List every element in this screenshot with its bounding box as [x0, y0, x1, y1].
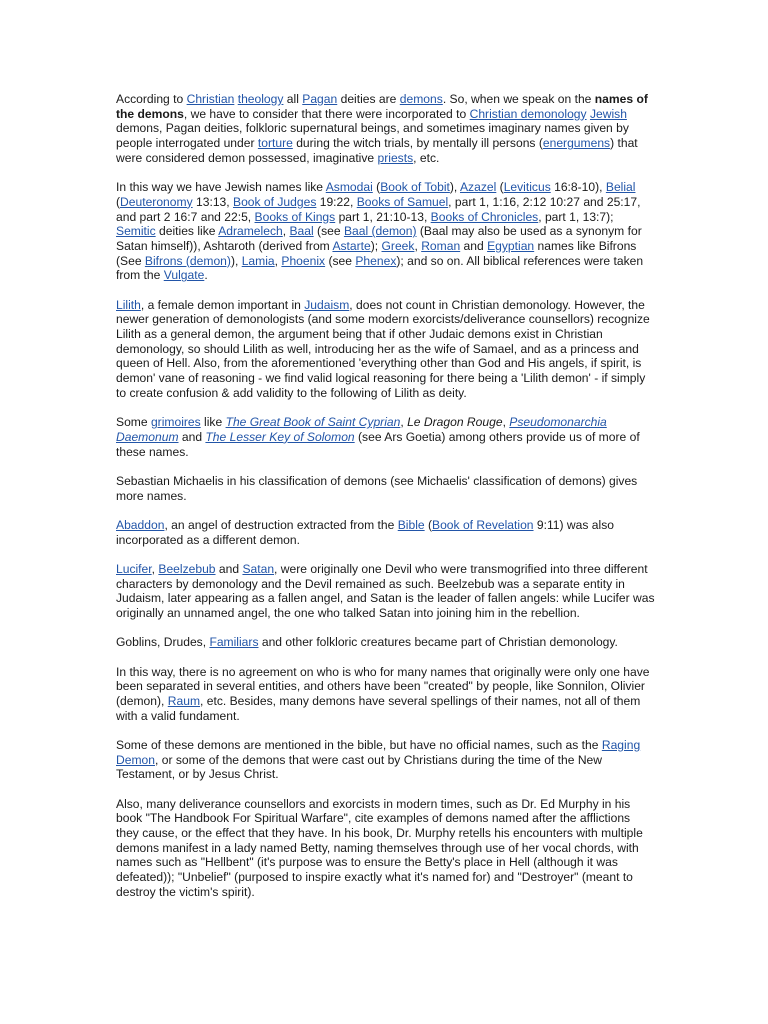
link[interactable]: Leviticus — [503, 180, 551, 195]
link[interactable]: Baal (demon) — [343, 224, 417, 239]
text-run: , a female demon important in — [140, 297, 305, 312]
italic-text: Le Dragon Rouge — [407, 415, 503, 430]
link[interactable]: priests — [377, 150, 414, 165]
text-run: ( — [424, 517, 433, 532]
link[interactable]: energumens — [542, 136, 611, 151]
text-run: Some of these demons are mentioned in the bible, but have no official names, such as the — [116, 737, 602, 752]
text-run: Also, many deliverance counsellors and exorcists in modern times, such as Dr. Ed Murphy in his book "The Handbook For Spiritual Warfare", cite examples of demons named after the afflictions they cause, or the effect that they have. In his book, Dr. Murphy retells his encounters with multiple demons manifest in a lady named Betty, naming themselves through use of her vocal chords, with names such as "Hellbent" (it's purpose was to ensure the Betty's place in Hell (although it was defeated)); "Unbelief" (purposed to inspire exactly what it's named for) and "Destroyer" (meant to destroy the victim's spirit). — [116, 796, 643, 899]
text-run: According to — [116, 92, 187, 106]
link[interactable]: Asmodai — [325, 180, 373, 195]
paragraph — [116, 474, 656, 503]
text-run: (see — [325, 253, 356, 268]
link[interactable]: The Lesser Key of Solomon — [205, 429, 355, 444]
link[interactable]: Egyptian — [487, 238, 535, 253]
link[interactable]: Raging Demon — [116, 737, 641, 767]
text-run: Some — [116, 415, 151, 430]
text-run: ); — [370, 238, 382, 253]
link[interactable]: Pseudomonarchia Daemonum — [116, 415, 607, 444]
link[interactable]: Bible — [397, 517, 425, 532]
text-run: , or some of the demons that were cast out by Christians during the time of the New Testament, or by Jesus Christ. — [116, 752, 603, 782]
link[interactable]: torture — [257, 136, 293, 151]
link[interactable]: Abaddon — [116, 517, 165, 532]
text-run: and other folkloric creatures became part of Christian demonology. — [258, 635, 618, 650]
text-run: , — [274, 253, 282, 268]
link[interactable]: Adramelech — [218, 224, 283, 239]
text-run: , were originally one Devil who were transmogrified into three different characters by demonology and the Devil remained as such. Beelzebub was a separate entity in Judaism, later appearing as a fallen angel, and Satan is the leader of fallen angels: while Lucifer was originally an unnamed angel, the one who talked Satan into joining him in the rebellion. — [116, 561, 655, 620]
text-run: , we have to consider that there were incorporated to — [183, 106, 470, 121]
text-run: , — [282, 224, 290, 239]
paragraph — [116, 518, 656, 547]
link[interactable]: Christian demonology — [469, 106, 587, 121]
link[interactable]: Semitic — [116, 224, 156, 239]
link[interactable]: Lilith — [116, 297, 141, 312]
paragraph — [116, 797, 656, 900]
text-run: and — [178, 429, 206, 444]
text-run: all — [283, 92, 303, 106]
link[interactable]: Books of Kings — [254, 209, 336, 224]
text-run: , part 1, 13:7); — [538, 209, 614, 224]
link[interactable]: Lamia — [241, 253, 275, 268]
text-run: deities are — [337, 92, 400, 106]
text-run: (Baal may also be used as a synonym for Satan himself)), Ashtaroth (derived from — [116, 224, 642, 253]
link[interactable]: Jewish — [589, 106, 627, 121]
text-run: , — [414, 238, 422, 253]
text-run: (see Ars Goetia) among others provide us of more of these names. — [116, 429, 640, 459]
link[interactable]: Phoenix — [281, 253, 326, 268]
link[interactable]: Greek — [381, 238, 415, 253]
paragraph — [116, 635, 656, 650]
text-run: Goblins, Drudes, — [116, 635, 210, 650]
link[interactable]: Vulgate — [163, 268, 205, 283]
link[interactable]: Baal — [289, 224, 314, 239]
link[interactable]: Judaism — [304, 297, 350, 312]
link[interactable]: Books of Samuel — [356, 194, 449, 209]
text-run: Sebastian Michaelis in his classification of demons (see Michaelis' classification of demons) gives more names. — [116, 473, 638, 503]
text-run: ( — [496, 180, 504, 195]
link[interactable]: Roman — [421, 238, 461, 253]
paragraph — [116, 298, 656, 401]
link[interactable]: Christian — [186, 92, 235, 106]
text-run: , part 1, 1:16, 2:12 10:27 and 25:17, and part 2 16:7 and 22:5, — [116, 194, 641, 224]
text-run: , — [400, 415, 408, 430]
text-run: 19:22, — [316, 194, 357, 209]
link[interactable]: Pagan — [302, 92, 338, 106]
bold-text: names of the demons — [116, 92, 648, 121]
link[interactable]: Book of Tobit — [380, 180, 450, 195]
paragraph — [116, 92, 656, 166]
link[interactable]: grimoires — [150, 415, 201, 430]
text-run: , etc. — [413, 150, 440, 165]
text-run: (see — [313, 224, 344, 239]
text-run: , an angel of destruction extracted from the — [164, 517, 398, 532]
text-run: , does not count in Christian demonology. However, the newer generation of demonologists (and some modern exorcists/deliverance counsellors) recognize Lilith as a general demon, the argument being that if other Judaic demons exist in Christian demonology, so should Lilith as well, introducing her as the wife of Samael, and as a princess and queen of Hell. Also, from the aforementioned 'everything other than God and His angels, if spirit, is demon' vane of reasoning - we find valid logical reasoning for there being a 'Lilith demon' - if simply to create confusion & add validity to the following of Lilith as deity. — [116, 297, 650, 400]
text-run: In this way, there is no agreement on who is who for many names that originally were only one have been separated in several entities, and others have been "created" by people, like Sonnilon, Olivier (demon), — [116, 664, 650, 708]
link[interactable]: Familiars — [209, 635, 259, 650]
link[interactable]: Belial — [605, 180, 636, 195]
link[interactable]: Astarte — [332, 238, 371, 253]
text-run: ( — [116, 194, 121, 209]
text-run: ), — [230, 253, 242, 268]
text-run: ) that were considered demon possessed, imaginative — [116, 136, 638, 165]
link[interactable]: Raum — [167, 693, 201, 708]
link[interactable]: Azazel — [459, 180, 497, 195]
link[interactable]: The Great Book of Saint Cyprian — [225, 415, 401, 430]
text-run: and — [215, 561, 243, 576]
text-run: ( — [372, 180, 381, 195]
link[interactable]: demons — [399, 92, 443, 106]
paragraph — [116, 738, 656, 782]
text-run: ), — [449, 180, 460, 195]
text-run: 13:13, — [192, 194, 233, 209]
link[interactable]: Lucifer — [116, 561, 152, 576]
link[interactable]: Bifrons (demon) — [144, 253, 231, 268]
text-run: deities like — [155, 224, 219, 239]
paragraph — [116, 562, 656, 621]
text-run: names like Bifrons (See — [116, 238, 637, 268]
text-run: like — [200, 415, 226, 430]
link[interactable]: Phenex — [355, 253, 397, 268]
text-run: . So, when we speak on the — [442, 92, 595, 106]
link[interactable]: Book of Revelation — [432, 517, 534, 532]
paragraph — [116, 665, 656, 724]
text-run: during the witch trials, by mentally ill persons ( — [292, 136, 543, 151]
text-run: part 1, 21:10-13, — [335, 209, 431, 224]
paragraph — [116, 180, 656, 283]
link[interactable]: Book of Judges — [233, 194, 317, 209]
link[interactable]: Books of Chronicles — [430, 209, 539, 224]
text-run: ); and so on. All biblical references were taken from the — [116, 253, 644, 283]
text-run: In this way we have Jewish names like — [116, 180, 326, 195]
link[interactable]: Beelzebub — [158, 561, 216, 576]
link[interactable]: Deuteronomy — [120, 194, 193, 209]
link[interactable]: Satan — [242, 561, 275, 576]
text-run: demons, Pagan deities, folkloric supernatural beings, and sometimes imaginary names given by people interrogated under — [116, 121, 629, 151]
text-run: 16:8-10), — [550, 180, 606, 195]
text-run: 9:11) was also incorporated as a different demon. — [116, 517, 614, 547]
paragraph — [116, 415, 656, 459]
text-run: , — [151, 561, 159, 576]
text-run: , — [502, 415, 510, 430]
text-run: , etc. Besides, many demons have several spellings of their names, not all of them with a valid fundament. — [116, 693, 641, 723]
text-run: and — [460, 238, 488, 253]
document-body — [116, 92, 656, 914]
link[interactable]: theology — [237, 92, 284, 106]
text-run: . — [204, 268, 208, 283]
